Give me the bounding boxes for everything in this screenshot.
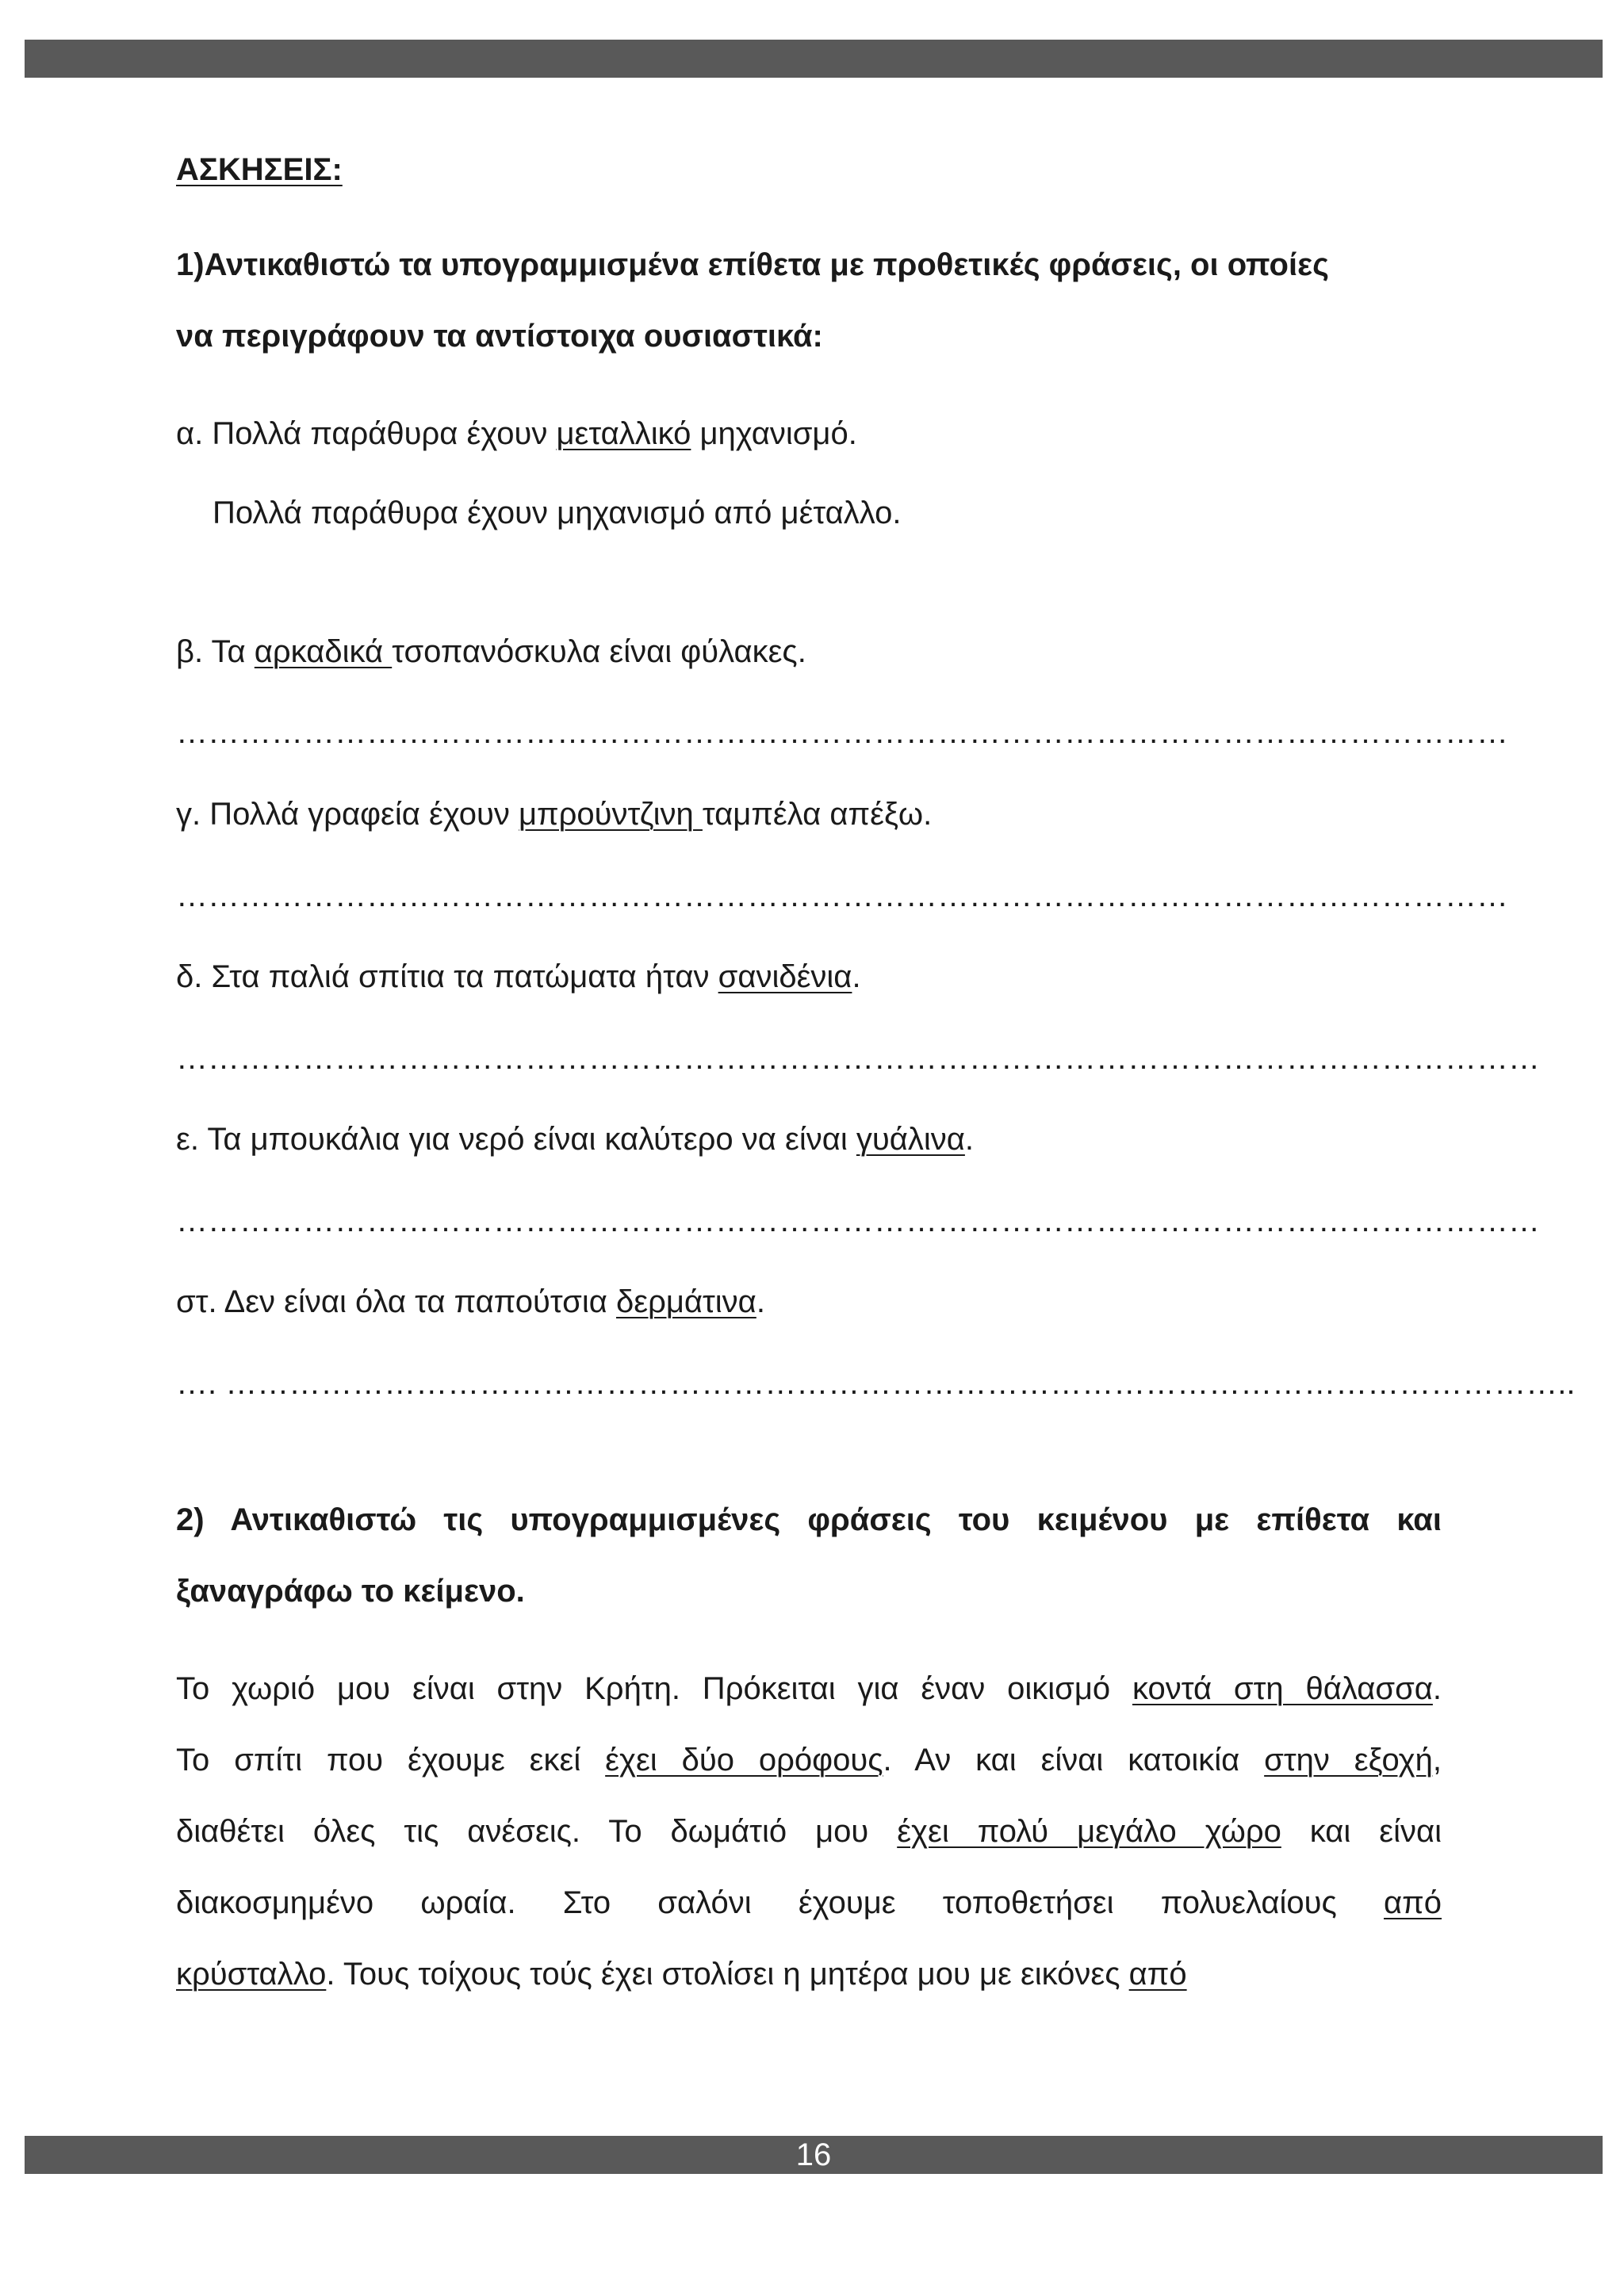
answer-line-st[interactable]: …. ………………………………………………………………………………………………………………..	[176, 1366, 1576, 1401]
exercise2-text-line2	[176, 1743, 1442, 1778]
text-segment: και είναι	[1281, 1814, 1442, 1849]
item-text: .	[756, 1284, 765, 1319]
text-segment: Το χωριό μου είναι στην Κρήτη. Πρόκειται για έναν οικισμό	[176, 1671, 1132, 1706]
exercise1-item-e	[176, 1122, 974, 1158]
answer-line-e[interactable]: …………………………………………………………………………………………………………………	[176, 1203, 1540, 1238]
answer-line-b[interactable]: ………………………………………………………………………………………………………………	[176, 715, 1508, 750]
exercise1-title-line1: 1)Αντικαθιστώ τα υπογραμμισμένα επίθετα με προθετικές φράσεις, οι οποίες	[176, 247, 1329, 282]
underlined-adjective: γυάλινα	[856, 1122, 965, 1157]
exercise2-title-line2: ξαναγράφω το κείμενο.	[176, 1574, 525, 1609]
text-segment: . Αν και είναι κατοικία	[883, 1743, 1265, 1777]
item-text: στ. Δεν είναι όλα τα παπούτσια	[176, 1284, 616, 1319]
header-bar	[25, 40, 1603, 78]
exercise1-item-d	[176, 959, 861, 995]
underlined-phrase: έχει πολύ μεγάλο χώρο	[897, 1814, 1281, 1849]
example-answer: Πολλά παράθυρα έχουν μηχανισμό από μέταλλο.	[213, 496, 902, 530]
underlined-adjective: μπρούντζινη	[519, 797, 703, 832]
exercise1-item-st	[176, 1284, 765, 1320]
item-text: .	[852, 959, 861, 994]
underlined-phrase: στην εξοχή	[1264, 1743, 1433, 1777]
answer-line-c[interactable]: ………………………………………………………………………………………………………………	[176, 878, 1508, 913]
section-title: ΑΣΚΗΣΕΙΣ:	[176, 152, 343, 187]
item-text: ταμπέλα απέξω.	[702, 797, 933, 832]
text-segment: .	[1432, 1671, 1442, 1706]
underlined-adjective: μεταλλικό	[556, 416, 691, 451]
text-segment: . Τους τοίχους τούς έχει στολίσει η μητέρα μου με εικόνες	[326, 1957, 1129, 1992]
exercise2-title-line1: 2) Αντικαθιστώ τις υπογραμμισμένες φράσεις του κειμένου με επίθετα και	[176, 1502, 1442, 1537]
exercise2-text-line5	[176, 1957, 1187, 1992]
answer-line-d[interactable]: …………………………………………………………………………………………………………………	[176, 1041, 1540, 1076]
underlined-adjective: αρκαδικά	[254, 634, 393, 669]
page-number: 16	[795, 2137, 832, 2172]
item-text: α. Πολλά παράθυρα έχουν	[176, 416, 557, 451]
text-segment: διαθέτει όλες τις ανέσεις. Το δωμάτιό μου	[176, 1814, 898, 1849]
exercise1-item-b	[176, 634, 806, 670]
item-text: ε. Τα μπουκάλια για νερό είναι καλύτερο να είναι	[176, 1122, 856, 1157]
underlined-phrase: από	[1128, 1957, 1187, 1992]
item-text: δ. Στα παλιά σπίτια τα πατώματα ήταν	[176, 959, 718, 994]
underlined-phrase: έχει δύο ορόφους	[605, 1743, 883, 1777]
exercise2-text-line4	[176, 1885, 1442, 1921]
exercise1-title-line2: να περιγράφουν τα αντίστοιχα ουσιαστικά:	[176, 319, 823, 354]
exercise2-text-line3	[176, 1814, 1442, 1850]
exercise1-item-a	[176, 416, 857, 452]
item-text: β. Τα	[176, 634, 255, 669]
item-text: τσοπανόσκυλα είναι φύλακες.	[392, 634, 806, 669]
item-text: .	[964, 1122, 975, 1157]
underlined-adjective: δερμάτινα	[615, 1284, 756, 1319]
underlined-phrase: από	[1384, 1885, 1442, 1920]
exercise1-item-c	[176, 797, 932, 832]
text-segment: ,	[1432, 1743, 1442, 1777]
underlined-phrase: κρύσταλλο	[176, 1957, 327, 1992]
text-segment: διακοσμημένο ωραία. Στο σαλόνι έχουμε τοποθετήσει πολυελαίους	[176, 1885, 1385, 1920]
text-segment: Το σπίτι που έχουμε εκεί	[176, 1743, 606, 1777]
underlined-phrase: κοντά στη θάλασσα	[1132, 1671, 1433, 1706]
item-text: γ. Πολλά γραφεία έχουν	[176, 797, 519, 832]
item-text: μηχανισμό.	[691, 416, 857, 451]
exercise2-text-line1	[176, 1671, 1442, 1707]
underlined-adjective: σανιδένια	[718, 959, 852, 994]
